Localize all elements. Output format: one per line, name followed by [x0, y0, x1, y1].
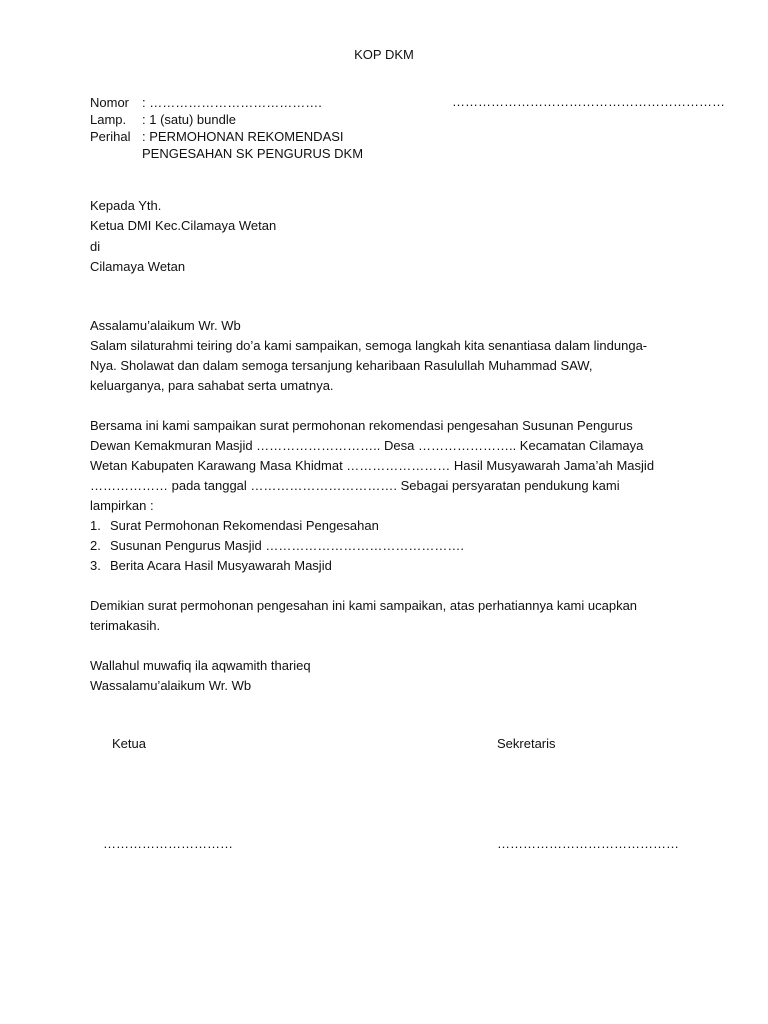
wallahul-line: Wallahul muwafiq ila aqwamith tharieq: [90, 658, 311, 673]
nomor-value: : ………………………………….: [142, 95, 322, 110]
salutation: [90, 656, 670, 696]
closing-paragraph: [90, 596, 670, 636]
nomor-row: [90, 94, 363, 111]
closing-text: Demikian surat permohonan pengesahan ini kami sampaikan, atas perhatiannya kami ucapkan terimakasih.: [90, 598, 638, 633]
signature-line-sekretaris: ……………………………………: [497, 836, 679, 851]
signatory-ketua-title: Ketua: [112, 736, 146, 751]
list-item: [90, 536, 464, 556]
signatory-sekretaris-title: Sekretaris: [497, 736, 556, 751]
perihal-row: [90, 128, 363, 145]
nomor-label: Nomor: [90, 95, 130, 110]
letterhead: KOP DKM: [354, 47, 414, 62]
address-line: Kepada Yth.: [90, 198, 162, 213]
list-number: 1.: [90, 518, 101, 533]
signature-line-ketua: …………………………: [103, 836, 233, 851]
opening-section: [90, 316, 670, 396]
greeting: Assalamu’alaikum Wr. Wb: [90, 318, 241, 333]
lamp-row: [90, 111, 363, 128]
list-text: Susunan Pengurus Masjid ……………………………………….: [110, 538, 464, 553]
address-line: Ketua DMI Kec.Cilamaya Wetan: [90, 218, 277, 234]
letter-header-fields: [90, 94, 363, 162]
list-item: [90, 516, 464, 536]
list-number: 2.: [90, 538, 101, 553]
request-text: Bersama ini kami sampaikan surat permohonan rekomendasi pengesahan Susunan Pengurus Dewan Kemakmuran Masjid ……………………….. Desa ………………….. Kecamatan Cilamaya Wetan Kabupaten Karawang Masa Khidmat …………………… Hasil Musyawarah Jama’ah Masjid ……………… pada tanggal ……………………………. Sebagai persyaratan pendukung kami lampirkan :: [90, 418, 655, 513]
request-paragraph: [90, 416, 670, 516]
opening-paragraph: Salam silaturahmi teiring do’a kami sampaikan, semoga langkah kita senantiasa dalam lindunga-Nya. Sholawat dan dalam semoga tersanjung keharibaan Rasulullah Muhammad SAW, keluarganya, para sahabat serta umatnya.: [90, 338, 648, 393]
address-line: di: [90, 238, 101, 254]
list-text: Surat Permohonan Rekomendasi Pengesahan: [110, 518, 379, 533]
lamp-value: : 1 (satu) bundle: [142, 112, 236, 127]
lamp-label: Lamp.: [90, 112, 127, 127]
perihal-label: Perihal: [90, 129, 131, 144]
perihal-value-continued: PENGESAHAN SK PENGURUS DKM: [142, 146, 364, 161]
attachment-list: [90, 516, 464, 576]
perihal-value: : PERMOHONAN REKOMENDASI: [142, 129, 344, 144]
recipient-address: [90, 196, 276, 277]
list-item: [90, 556, 464, 576]
address-line: Cilamaya Wetan: [90, 258, 186, 274]
wassalam-line: Wassalamu’alaikum Wr. Wb: [90, 678, 252, 693]
list-number: 3.: [90, 558, 101, 573]
list-text: Berita Acara Hasil Musyawarah Masjid: [110, 558, 332, 573]
date-placeholder: ………………………………………………………: [452, 94, 725, 109]
